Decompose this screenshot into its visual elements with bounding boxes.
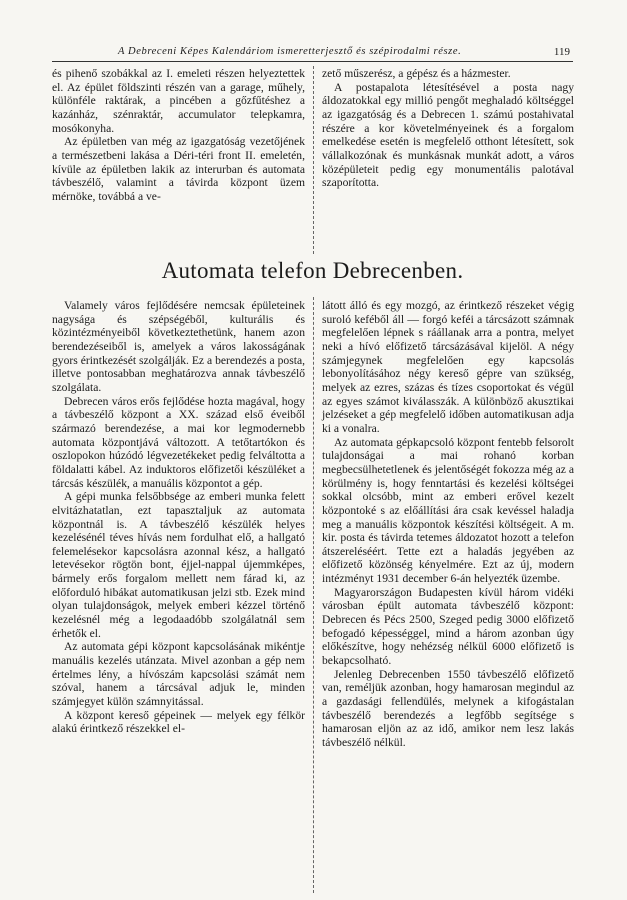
top-right-column [322,67,574,190]
header-rule [52,61,573,62]
paragraph: A postapalota létesítésével a posta nagy áldozatokkal egy millió pengőt meghaladó költséggel az igazgatóság és a Debrecen 1. számú postahivatal részére a kor követelményeinek és a forgalom emelkedése esetén is megfelelő otthont létesített, sok vállalkozónak és munkásnak munkát adott, a város középületeit pedig egy monumentális palotával szaporította. [322,80,574,190]
running-title: A Debreceni Képes Kalendáriom ismeretterjesztő és szépirodalmi része. [118,46,462,57]
column-divider [313,297,314,893]
column-divider [313,66,314,254]
paragraph: zető műszerész, a gépész és a házmester. [322,67,511,80]
paragraph: A központ kereső gépeinek — melyek egy félkör alakú érintkező részekkel el- [52,708,305,736]
article-right-column [322,299,574,750]
paragraph: Az automata gépkapcsoló központ fentebb felsorolt tulajdonságai a mai rohanó korban megbecsülhetetlenek és jelentőségét fokozza még az a körülmény is, hogy fenntartási és kezelési költségei sokkal olcsóbb, mint az emberi erővel kezelt központoké s az előállítási ára csak kevéssel haladja meg a manuális központok készítési költségeit. A m. kir. posta és távirda tetemes áldozatot hozott a telefon átszereléséért. Tette ezt a haladás jegyében az előfizető közönség kényelmére. Ezt az új, modern intézményt 1931 december 6-án helyezték üzembe. [322,435,574,586]
paragraph: Jelenleg Debrecenben 1550 távbeszélő előfizető van, reméljük azonban, hogy hamarosan megindul az a gazdasági fellendülés, melynek a kifogástalan távbeszélő berendezés a legfőbb segítsége s hamarosan eljön az az idő, amikor nem lesz lakás távbeszélő nélkül. [322,667,574,749]
page-header [52,46,572,62]
article-left-column [52,299,305,736]
paragraph: A gépi munka felsőbbsége az emberi munka felett elvitázhatatlan, ezt tapasztaljuk az automata központnál is. A távbeszélő készülék helyes kezelésénél téves hívás nem fordulhat elő, a hallgató felemelésekor kapcsolásra azonnal kész, a hallgató letevésekor rögtön bont, éjjel-nappal újemmképes, bármely erős forgalom mellett nem fárad ki, az előforduló hibákat automatikusan jelzi stb. Ezek mind olyan tulajdonságok, melyek emberi kézzel történő kezelésnél még a legodaadóbb szolgálatnál sem érhetők el. [52,490,305,640]
paragraph: Debrecen város erős fejlődése hozta magával, hogy a távbeszélő központ a XX. század első éveiből származó berendezése, a mai kor legmodernebb automata központjává változott. A tetőtartókon és oszlopokon húzódó légvezetékeket pedig felváltotta a földalatti kábel. Az induktoros előfizetői készüléket a tárcsás készülék, a manuális központot a gép. [52,394,305,490]
paragraph: Valamely város fejlődésére nemcsak épületeinek nagysága és szépségéből, kulturális és közintézményeiből következtethetünk, hanem azon berendezéseiből is, amelyek a város lakosságának gyors érintkezését szolgálják. Ez a berendezés a posta, illetve pontosabban meghatározva annak távbeszélő szolgálata. [52,299,305,394]
page-number: 119 [553,46,570,58]
paragraph: látott álló és egy mozgó, az érintkező részeket végig suroló keféből áll — forgó keféi a tárcsázott számnak megfelelően lépnek s ráállanak arra a pontra, melyet neki a hívó előfizető tárcsázásával kijelöl. A négy számjegynek megfelelően egy kapcsolás lebonyolításához négy kereső gépre van szükség, melyek az ezres, százas és tízes csoportokat és végül az egyes számot kiválasszák. A különböző akusztikai jelzéseket a gép megfelelő időben automatikusan adja ki a vonalra. [322,299,574,435]
paragraph: és pihenő szobákkal az I. emeleti részen helyeztettek el. Az épület földszinti részén van a garage, műhely, különféle raktárak, a pincében a gőzfűtéshez a kazánház, szénraktár, accumulator telepkamra, mosókonyha. [52,67,305,135]
article-title: Automata telefon Debrecenben. [161,258,464,283]
paragraph: Az automata gépi központ kapcsolásának mikéntje manuális kezelés utánzata. Mivel azonban a gép nem értelmes lény, a hívószám kapcsolási számát nem szóval, hanem a tárcsával adjuk le, minden számjegyet külön számnyitással. [52,640,305,709]
top-left-column [52,67,305,204]
paragraph: Az épületben van még az igazgatóság vezetőjének a természetbeni lakása a Déri-téri front II. emeletén, kívüle az épületben lakik az interurban és automata távbeszélő, valamint a távirda központ üzem mérnöke, továbbá a ve- [52,135,305,203]
paragraph: Magyarországon Budapesten kívül három vidéki városban épült automata távbeszélő központ: Debrecen és Pécs 2500, Szeged pedig 3000 előfizető befogadó képességgel, mind a három azonban úgy előkészítve, hogy nehézség nélkül 6000 előfizető is bekapcsolható. [322,585,574,668]
